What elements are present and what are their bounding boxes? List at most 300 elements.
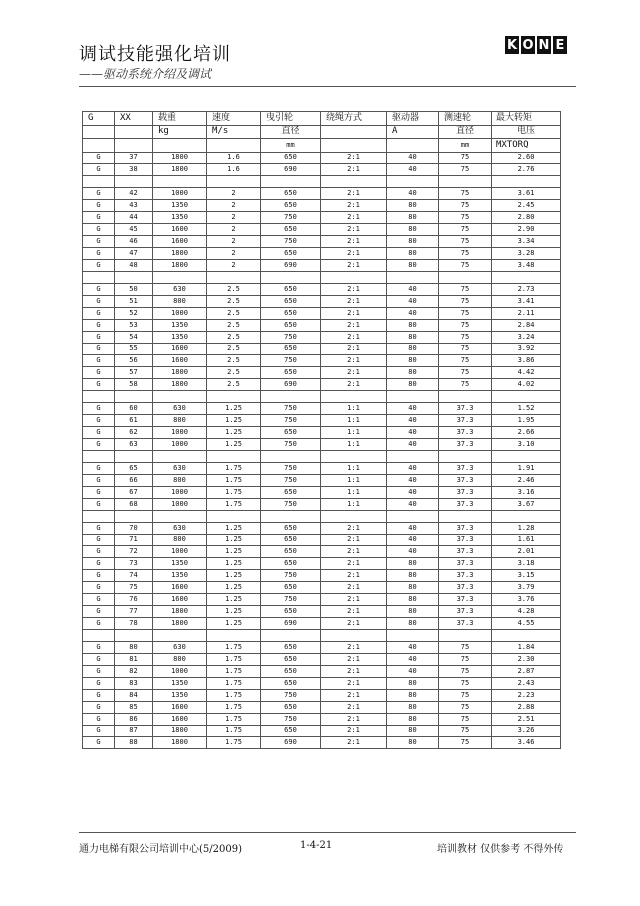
table-cell: 80 <box>387 689 439 701</box>
table-cell: 750 <box>261 355 321 367</box>
table-cell: 1800 <box>153 152 207 164</box>
spacer-row <box>83 630 561 642</box>
table-cell: 3.15 <box>492 570 561 582</box>
empty-cell <box>492 450 561 462</box>
table-cell: G <box>83 355 115 367</box>
table-cell: 650 <box>261 701 321 713</box>
table-cell: 37.3 <box>439 474 492 486</box>
table-cell: 80 <box>387 570 439 582</box>
empty-cell <box>207 391 261 403</box>
table-cell: 1:1 <box>321 403 387 415</box>
empty-cell <box>261 630 321 642</box>
table-cell: 1.75 <box>207 498 261 510</box>
empty-cell <box>321 391 387 403</box>
table-cell: 1600 <box>153 713 207 725</box>
table-cell: 4.55 <box>492 618 561 630</box>
table-cell: 750 <box>261 439 321 451</box>
table-cell: 2.5 <box>207 367 261 379</box>
table-cell: 2 <box>207 224 261 236</box>
table-cell: G <box>83 558 115 570</box>
table-cell: 2.11 <box>492 307 561 319</box>
table-cell: 2.30 <box>492 653 561 665</box>
table-cell: 1000 <box>153 439 207 451</box>
table-cell: 1600 <box>153 701 207 713</box>
table-row <box>83 701 561 713</box>
table-cell: 1.25 <box>207 570 261 582</box>
table-cell: 88 <box>115 737 153 749</box>
table-cell: G <box>83 367 115 379</box>
table-row <box>83 188 561 200</box>
table-row <box>83 152 561 164</box>
table-cell: 40 <box>387 665 439 677</box>
table-cell: 750 <box>261 689 321 701</box>
table-cell: 1350 <box>153 319 207 331</box>
table-cell: 2.5 <box>207 295 261 307</box>
table-cell: 2:1 <box>321 248 387 260</box>
table-cell: 55 <box>115 343 153 355</box>
table-cell: 650 <box>261 224 321 236</box>
empty-cell <box>115 391 153 403</box>
table-cell: 1.75 <box>207 665 261 677</box>
table-cell: 1.75 <box>207 462 261 474</box>
table-cell: G <box>83 295 115 307</box>
table-cell: 47 <box>115 248 153 260</box>
table-cell: 40 <box>387 439 439 451</box>
table-row <box>83 737 561 749</box>
empty-cell <box>261 391 321 403</box>
table-cell: 3.92 <box>492 343 561 355</box>
empty-cell <box>83 450 115 462</box>
table-row <box>83 415 561 427</box>
empty-cell <box>261 510 321 522</box>
table-cell: 37.3 <box>439 486 492 498</box>
table-cell: 2:1 <box>321 319 387 331</box>
table-cell: 40 <box>387 307 439 319</box>
table-cell: 750 <box>261 570 321 582</box>
table-cell: 3.67 <box>492 498 561 510</box>
table-cell: 2:1 <box>321 582 387 594</box>
table-cell: 1350 <box>153 570 207 582</box>
table-cell: 650 <box>261 558 321 570</box>
table-cell: 37.3 <box>439 618 492 630</box>
table-row <box>83 474 561 486</box>
table-row <box>83 618 561 630</box>
table-cell: 37.3 <box>439 427 492 439</box>
table-cell: 650 <box>261 283 321 295</box>
table-cell: 37.3 <box>439 594 492 606</box>
table-cell: 750 <box>261 331 321 343</box>
table-cell: 37.3 <box>439 534 492 546</box>
table-cell: 4.42 <box>492 367 561 379</box>
empty-cell <box>207 510 261 522</box>
table-cell: G <box>83 259 115 271</box>
table-cell: 45 <box>115 224 153 236</box>
table-cell: 37.3 <box>439 498 492 510</box>
logo-letter: K <box>506 37 518 53</box>
header-cell: mm <box>439 139 492 153</box>
table-cell: 75 <box>439 152 492 164</box>
table-cell: 57 <box>115 367 153 379</box>
table-cell: G <box>83 641 115 653</box>
table-cell: 75 <box>439 212 492 224</box>
table-row <box>83 379 561 391</box>
table-cell: 1800 <box>153 618 207 630</box>
table-cell: 2.5 <box>207 379 261 391</box>
table-cell: 2:1 <box>321 618 387 630</box>
table-cell: 1.25 <box>207 618 261 630</box>
table-cell: 750 <box>261 212 321 224</box>
empty-cell <box>261 271 321 283</box>
table-cell: 2.23 <box>492 689 561 701</box>
empty-cell <box>492 271 561 283</box>
table-cell: 80 <box>387 594 439 606</box>
table-cell: 3.46 <box>492 737 561 749</box>
table-cell: 3.18 <box>492 558 561 570</box>
table-cell: 2 <box>207 259 261 271</box>
table-cell: 77 <box>115 606 153 618</box>
table-row <box>83 665 561 677</box>
table-cell: 2:1 <box>321 212 387 224</box>
header-rule <box>79 86 576 87</box>
empty-cell <box>492 630 561 642</box>
table-cell: 3.41 <box>492 295 561 307</box>
table-cell: 40 <box>387 653 439 665</box>
table-cell: 40 <box>387 427 439 439</box>
table-cell: 4.28 <box>492 606 561 618</box>
table-cell: 40 <box>387 546 439 558</box>
table-cell: 73 <box>115 558 153 570</box>
table-cell: 1.25 <box>207 439 261 451</box>
table-cell: G <box>83 307 115 319</box>
table-cell: 800 <box>153 295 207 307</box>
header-cell <box>115 125 153 139</box>
table-cell: 650 <box>261 653 321 665</box>
table-cell: 2.87 <box>492 665 561 677</box>
table-cell: 3.16 <box>492 486 561 498</box>
table-cell: 3.26 <box>492 725 561 737</box>
header-cell <box>115 139 153 153</box>
table-cell: 2.01 <box>492 546 561 558</box>
table-cell: 62 <box>115 427 153 439</box>
table-cell: 650 <box>261 367 321 379</box>
table-cell: 1000 <box>153 188 207 200</box>
table-cell: G <box>83 152 115 164</box>
footer-company: 通力电梯有限公司培训中心(5/2009) <box>79 844 242 855</box>
table-cell: 1:1 <box>321 415 387 427</box>
table-cell: 37.3 <box>439 439 492 451</box>
table-cell: 80 <box>387 367 439 379</box>
table-cell: 3.86 <box>492 355 561 367</box>
empty-cell <box>207 450 261 462</box>
table-cell: 650 <box>261 427 321 439</box>
table-cell: 75 <box>439 224 492 236</box>
empty-cell <box>115 450 153 462</box>
table-cell: 80 <box>387 224 439 236</box>
table-cell: G <box>83 343 115 355</box>
table-cell: 1.75 <box>207 677 261 689</box>
table-cell: G <box>83 725 115 737</box>
table-cell: G <box>83 236 115 248</box>
table-row <box>83 367 561 379</box>
table-cell: 75 <box>439 188 492 200</box>
table-cell: 750 <box>261 236 321 248</box>
table-cell: 2 <box>207 212 261 224</box>
table-row <box>83 403 561 415</box>
header-cell: G <box>83 112 115 126</box>
table-cell: 74 <box>115 570 153 582</box>
table-cell: 75 <box>439 343 492 355</box>
table-cell: 800 <box>153 415 207 427</box>
table-cell: 2.5 <box>207 307 261 319</box>
table-cell: 650 <box>261 307 321 319</box>
table-row <box>83 307 561 319</box>
table-cell: 1.25 <box>207 522 261 534</box>
table-cell: G <box>83 331 115 343</box>
table-cell: 1350 <box>153 212 207 224</box>
table-cell: 2:1 <box>321 689 387 701</box>
table-cell: 44 <box>115 212 153 224</box>
table-row <box>83 212 561 224</box>
table-cell: 1.75 <box>207 641 261 653</box>
table-cell: 75 <box>439 259 492 271</box>
table-cell: 40 <box>387 462 439 474</box>
table-cell: 1.75 <box>207 737 261 749</box>
spacer-row <box>83 271 561 283</box>
table-cell: G <box>83 319 115 331</box>
table-cell: 2:1 <box>321 713 387 725</box>
table-cell: G <box>83 498 115 510</box>
table-cell: 2:1 <box>321 558 387 570</box>
table-cell: G <box>83 212 115 224</box>
table-cell: 1.6 <box>207 164 261 176</box>
table-row <box>83 343 561 355</box>
table-cell: 46 <box>115 236 153 248</box>
table-cell: 56 <box>115 355 153 367</box>
table-cell: 650 <box>261 665 321 677</box>
table-cell: 650 <box>261 152 321 164</box>
table-cell: G <box>83 713 115 725</box>
document-subtitle: ——驱动系统介绍及调试 <box>79 67 212 81</box>
table-cell: 1.75 <box>207 725 261 737</box>
table-cell: 1.25 <box>207 606 261 618</box>
table-cell: 80 <box>387 236 439 248</box>
table-cell: 2.90 <box>492 224 561 236</box>
table-cell: G <box>83 486 115 498</box>
table-cell: 1.25 <box>207 534 261 546</box>
empty-cell <box>153 176 207 188</box>
header-cell <box>321 139 387 153</box>
table-cell: 37.3 <box>439 606 492 618</box>
table-cell: 2:1 <box>321 283 387 295</box>
table-cell: 80 <box>387 582 439 594</box>
table-cell: 650 <box>261 522 321 534</box>
table-cell: G <box>83 164 115 176</box>
table-cell: 650 <box>261 295 321 307</box>
empty-cell <box>83 630 115 642</box>
table-cell: 40 <box>387 283 439 295</box>
header-cell <box>83 139 115 153</box>
table-cell: G <box>83 248 115 260</box>
spacer-row <box>83 450 561 462</box>
table-cell: 2.5 <box>207 283 261 295</box>
table-row <box>83 164 561 176</box>
table-cell: 1.91 <box>492 462 561 474</box>
table-row <box>83 522 561 534</box>
table-cell: 650 <box>261 343 321 355</box>
table-cell: 1800 <box>153 737 207 749</box>
empty-cell <box>321 176 387 188</box>
table-row <box>83 606 561 618</box>
table-cell: 630 <box>153 283 207 295</box>
table-cell: G <box>83 474 115 486</box>
table-cell: 80 <box>387 200 439 212</box>
table-cell: 2:1 <box>321 534 387 546</box>
table-cell: 80 <box>387 713 439 725</box>
table-cell: 1.28 <box>492 522 561 534</box>
table-cell: G <box>83 522 115 534</box>
table-row <box>83 486 561 498</box>
header-cell: XX <box>115 112 153 126</box>
empty-cell <box>387 176 439 188</box>
empty-cell <box>115 176 153 188</box>
table-row <box>83 534 561 546</box>
table-cell: 3.76 <box>492 594 561 606</box>
table-cell: 80 <box>387 331 439 343</box>
table-cell: 53 <box>115 319 153 331</box>
table-cell: 80 <box>387 259 439 271</box>
table-cell: 80 <box>387 343 439 355</box>
table-cell: 80 <box>387 737 439 749</box>
table-cell: 61 <box>115 415 153 427</box>
table-cell: 1.25 <box>207 582 261 594</box>
table-cell: 75 <box>439 283 492 295</box>
table-cell: 800 <box>153 653 207 665</box>
table-row <box>83 689 561 701</box>
table-cell: 2.88 <box>492 701 561 713</box>
table-cell: 42 <box>115 188 153 200</box>
table-cell: G <box>83 462 115 474</box>
table-row <box>83 224 561 236</box>
table-cell: 75 <box>439 665 492 677</box>
table-row <box>83 713 561 725</box>
table-cell: 750 <box>261 415 321 427</box>
table-cell: 1350 <box>153 558 207 570</box>
table-cell: 1600 <box>153 224 207 236</box>
table-cell: 2:1 <box>321 725 387 737</box>
empty-cell <box>321 630 387 642</box>
table-row <box>83 200 561 212</box>
table-cell: G <box>83 546 115 558</box>
empty-cell <box>321 510 387 522</box>
footer-rule <box>79 832 576 833</box>
table-cell: G <box>83 570 115 582</box>
empty-cell <box>83 271 115 283</box>
table-cell: 2:1 <box>321 164 387 176</box>
empty-cell <box>83 176 115 188</box>
table-cell: 1800 <box>153 248 207 260</box>
table-cell: 1800 <box>153 259 207 271</box>
table-cell: 2:1 <box>321 665 387 677</box>
table-cell: 80 <box>115 641 153 653</box>
table-cell: 630 <box>153 462 207 474</box>
table-cell: 38 <box>115 164 153 176</box>
table-cell: 75 <box>439 319 492 331</box>
table-cell: 1.61 <box>492 534 561 546</box>
table-cell: 84 <box>115 689 153 701</box>
table-cell: 1600 <box>153 582 207 594</box>
table-cell: 1600 <box>153 236 207 248</box>
table-row <box>83 295 561 307</box>
table-cell: 75 <box>439 295 492 307</box>
table-cell: 1:1 <box>321 498 387 510</box>
empty-cell <box>321 450 387 462</box>
empty-cell <box>261 450 321 462</box>
table-cell: 80 <box>387 701 439 713</box>
table-cell: 75 <box>439 248 492 260</box>
table-cell: 2.45 <box>492 200 561 212</box>
footer-notice: 培训教材 仅供参考 不得外传 <box>437 844 564 855</box>
table-cell: G <box>83 403 115 415</box>
table-cell: 3.34 <box>492 236 561 248</box>
table-cell: 1350 <box>153 331 207 343</box>
empty-cell <box>387 271 439 283</box>
logo-letter: O <box>522 37 534 53</box>
table-cell: 2:1 <box>321 737 387 749</box>
table-cell: 75 <box>439 164 492 176</box>
header-cell: 直径 <box>261 125 321 139</box>
table-cell: 37.3 <box>439 582 492 594</box>
table-cell: 750 <box>261 713 321 725</box>
table-cell: G <box>83 224 115 236</box>
table-row <box>83 283 561 295</box>
table-cell: 40 <box>387 403 439 415</box>
table-cell: 1350 <box>153 689 207 701</box>
table-cell: 80 <box>387 379 439 391</box>
table-cell: 40 <box>387 498 439 510</box>
table-cell: 52 <box>115 307 153 319</box>
table-cell: 650 <box>261 546 321 558</box>
spacer-row <box>83 510 561 522</box>
table-cell: 75 <box>439 355 492 367</box>
table-row <box>83 725 561 737</box>
table-cell: G <box>83 594 115 606</box>
table-cell: 1800 <box>153 164 207 176</box>
header-cell: 电压 <box>492 125 561 139</box>
table-cell: G <box>83 534 115 546</box>
table-cell: 750 <box>261 474 321 486</box>
table-cell: 800 <box>153 474 207 486</box>
table-cell: 67 <box>115 486 153 498</box>
table-cell: 2.66 <box>492 427 561 439</box>
table-cell: 2:1 <box>321 307 387 319</box>
table-cell: 75 <box>439 331 492 343</box>
table-header-row <box>83 139 561 153</box>
table-row <box>83 427 561 439</box>
header-cell: 速度 <box>207 112 261 126</box>
table-cell: 650 <box>261 248 321 260</box>
table-cell: 80 <box>387 606 439 618</box>
header-cell <box>321 125 387 139</box>
table-cell: G <box>83 415 115 427</box>
table-cell: 80 <box>387 677 439 689</box>
table-cell: 800 <box>153 534 207 546</box>
table-cell: G <box>83 582 115 594</box>
empty-cell <box>387 450 439 462</box>
table-cell: 630 <box>153 641 207 653</box>
header-cell: MXTORQ <box>492 139 561 153</box>
table-cell: 37.3 <box>439 403 492 415</box>
table-cell: 37.3 <box>439 558 492 570</box>
